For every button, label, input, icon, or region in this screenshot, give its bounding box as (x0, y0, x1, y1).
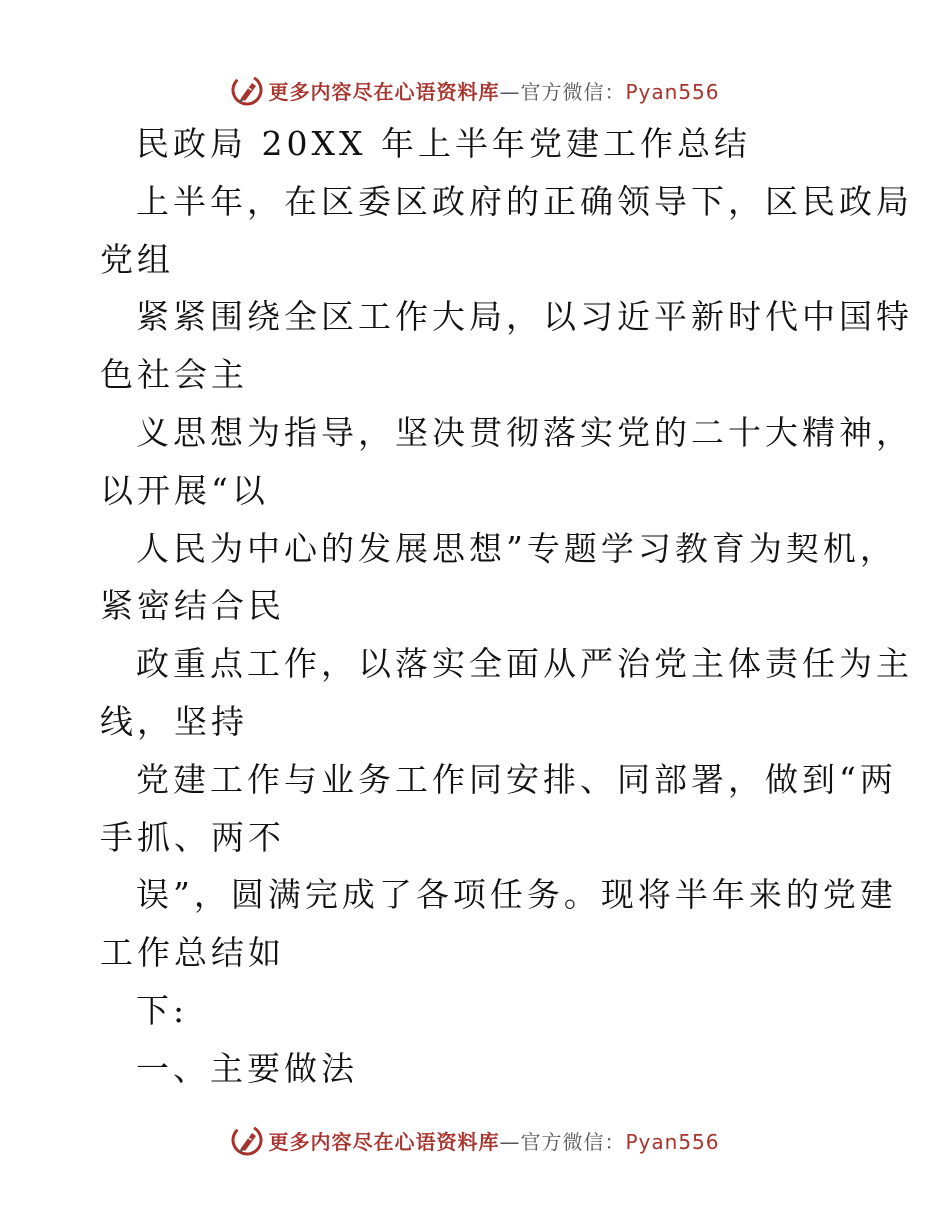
watermark-text (268, 1126, 719, 1155)
paragraph-line: 下: (136, 990, 189, 1030)
paragraph-line: 党建工作与业务工作同安排、同部署，做到“两 (136, 759, 897, 799)
paragraph-line: 上半年，在区委区政府的正确领导下，区民政局 (136, 181, 913, 221)
watermark-main-text: 更多内容尽在心语资料库 (268, 1129, 500, 1154)
fountain-pen-logo-icon (230, 1123, 264, 1157)
watermark-wechat-id: Pyan556 (625, 79, 720, 104)
document-title: 民政局 20XX 年上半年党建工作总结 (136, 124, 751, 163)
watermark-wechat-id: Pyan556 (625, 1129, 720, 1154)
paragraph-line: 人民为中心的发展思想”专题学习教育为契机， (136, 528, 897, 568)
watermark-wechat-label: 官方微信： (520, 79, 626, 104)
watermark-dash: — (499, 79, 521, 104)
paragraph-line: 手抓、两不 (100, 817, 285, 857)
footer-watermark-banner (0, 1120, 950, 1160)
header-watermark-banner (0, 70, 950, 110)
paragraph-line: 色社会主 (100, 355, 248, 395)
watermark-dash: — (499, 1129, 521, 1154)
paragraph-line: 政重点工作，以落实全面从严治党主体责任为主 (136, 644, 913, 684)
section-heading: 一、主要做法 (136, 1048, 358, 1088)
paragraph-line: 党组 (100, 239, 174, 279)
paragraph-line: 紧密结合民 (100, 586, 285, 626)
paragraph-line: 工作总结如 (100, 933, 285, 973)
paragraph-line: 线，坚持 (100, 701, 248, 741)
paragraph-line: 义思想为指导，坚决贯彻落实党的二十大精神， (136, 412, 913, 452)
paragraph-line: 紧紧围绕全区工作大局，以习近平新时代中国特 (136, 297, 913, 337)
paragraph-line: 误”，圆满完成了各项任务。现将半年来的党建 (136, 875, 897, 915)
paragraph-line: 以开展“以 (100, 470, 269, 510)
document-body (100, 115, 913, 1098)
watermark-wechat-label: 官方微信： (520, 1129, 626, 1154)
watermark-text (268, 76, 719, 105)
fountain-pen-logo-icon (230, 73, 264, 107)
watermark-main-text: 更多内容尽在心语资料库 (268, 79, 500, 104)
